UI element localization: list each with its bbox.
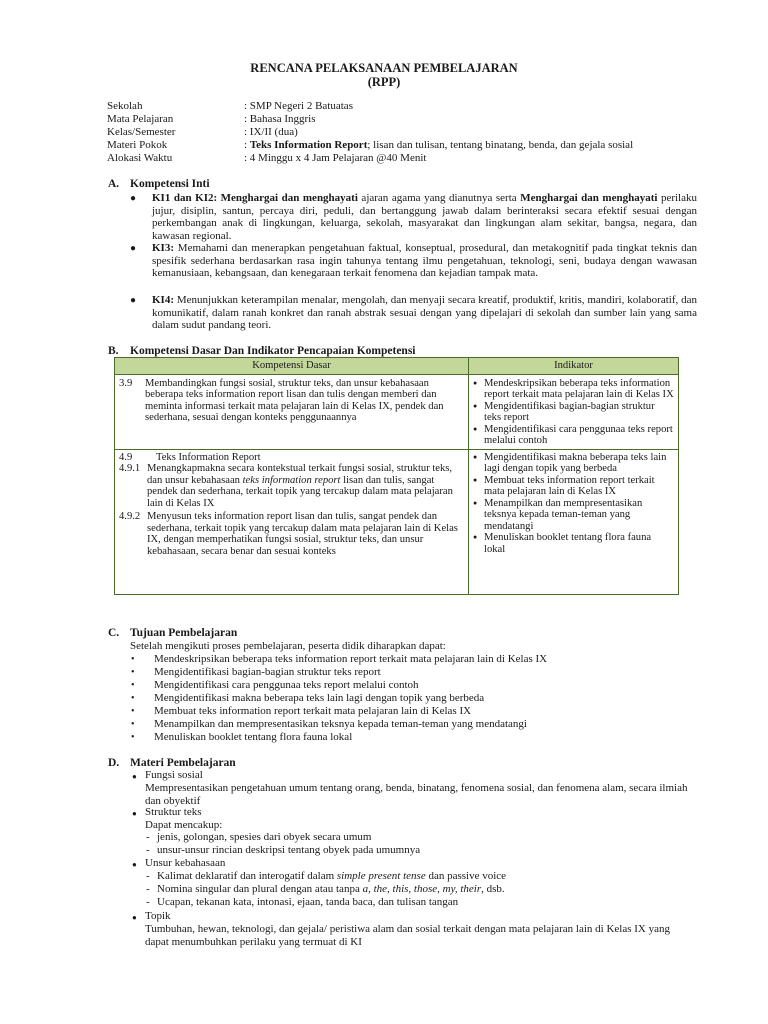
ki12-text bbox=[152, 192, 697, 242]
materi-unsur-title: Unsur kebahasaan bbox=[145, 857, 226, 869]
table-header-row bbox=[115, 358, 679, 375]
identity-value: : IX/II (dua) bbox=[244, 126, 298, 138]
bullet-icon: ● bbox=[132, 913, 137, 922]
bullet-icon: ● bbox=[132, 809, 137, 818]
section-d-heading bbox=[108, 757, 236, 770]
value-bold: Teks Information Report bbox=[249, 139, 368, 151]
materi-fungsi-text: Mempresentasikan pengetahuan umum tentang orang, benda, binatang, fenomena sosial, dan fenomena alam, secara ilmiah dan obyektif bbox=[145, 782, 688, 807]
identity-label: Materi Pokok bbox=[107, 139, 168, 151]
identity-value: : Bahasa Inggris bbox=[244, 113, 316, 125]
section-letter: B. bbox=[108, 345, 119, 357]
identity-label: Kelas/Semester bbox=[107, 126, 176, 138]
kd-title: Teks Information Report bbox=[156, 451, 261, 463]
objective-item: Mengidentifikasi makna beberapa teks lain lagi dengan topik yang berbeda bbox=[154, 692, 485, 704]
objective-item: Menampilkan dan mempresentasikan teksnya kepada teman-teman yang mendatangi bbox=[154, 718, 527, 730]
dash-icon: - bbox=[146, 870, 150, 882]
ki-bold-part: Menghargai dan menghayati bbox=[520, 192, 658, 204]
bullet-icon: ● bbox=[132, 772, 137, 781]
kd-number: 3.9 bbox=[119, 377, 133, 389]
objective-item: Membuat teks information report terkait mata pelajaran lain di Kelas IX bbox=[154, 705, 472, 717]
bullet-icon: • bbox=[131, 667, 135, 678]
document-title: RENCANA PELAKSANAAN PEMBELAJARAN bbox=[250, 61, 518, 75]
dash-icon: - bbox=[146, 883, 150, 895]
kd-text-part: lisan dan tulis, sangat pendek dan sederhana, terkait topik yang tercakup dalam mata pelajaran lain di Kelas IX bbox=[147, 474, 453, 509]
unsur-italic-part: a, the, this, those, my, their bbox=[362, 883, 482, 895]
section-letter: D. bbox=[108, 757, 120, 769]
materi-fungsi-title: Fungsi sosial bbox=[145, 769, 203, 781]
kd-item bbox=[119, 463, 464, 509]
ki-label: KI4: bbox=[152, 294, 174, 306]
kd-text: Menyusun teks information report lisan dan tulis, sangat pendek dan sederhana, terkait topik yang tercakup dalam mata pelajaran lain di Kelas IX, dengan memperhatikan fungsi sosial, struktur teks, dan unsur kebahasaan, secara benar dan sesuai konteks bbox=[147, 511, 458, 557]
unsur-text-part: , dsb. bbox=[481, 883, 505, 895]
kd-italic-part: teks information report bbox=[242, 474, 341, 486]
dash-icon: - bbox=[146, 896, 150, 908]
section-title: Materi Pembelajaran bbox=[130, 757, 236, 769]
kd-item bbox=[119, 511, 464, 557]
section-title: Tujuan Pembelajaran bbox=[130, 627, 238, 639]
unsur-text-part: Kalimat deklaratif dan interogatif dalam bbox=[157, 870, 337, 882]
bullet-icon: ● bbox=[130, 295, 137, 306]
materi-struktur-intro: Dapat mencakup: bbox=[145, 819, 223, 831]
bullet-icon: • bbox=[131, 680, 135, 691]
section-letter: A. bbox=[108, 178, 120, 190]
section-c-heading bbox=[108, 627, 237, 640]
bullet-icon: • bbox=[131, 719, 135, 730]
ki3-text bbox=[152, 242, 697, 280]
dash-icon: - bbox=[146, 844, 150, 856]
identity-label: Sekolah bbox=[107, 100, 143, 112]
kd-number: 4.9 bbox=[119, 451, 133, 463]
identity-row-waktu bbox=[107, 152, 707, 165]
unsur-italic-part: simple present tense bbox=[336, 870, 426, 882]
bullet-icon: • bbox=[131, 654, 135, 665]
bullet-icon: ● bbox=[132, 860, 137, 869]
identity-row-sekolah bbox=[107, 100, 707, 113]
materi-topik-text: Tumbuhan, hewan, teknologi, dan gejala/ peristiwa alam dan sosial terkait dengan mata pelajaran lain di Kelas IX yang dapat menumbuhkan perilaku yang termuat di KI bbox=[145, 923, 670, 948]
kd-number: 4.9.2 bbox=[119, 511, 141, 522]
table-cell-kd bbox=[115, 449, 469, 594]
indicator-item: ● Mengidentifikasi cara penggunaa teks report melalui contoh bbox=[473, 424, 674, 447]
bullet-icon: ● bbox=[130, 243, 137, 254]
section-title: Kompetensi Inti bbox=[130, 178, 210, 190]
objective-item: Mendeskripsikan beberapa teks information report terkait mata pelajaran lain di Kelas IX bbox=[154, 653, 548, 665]
ki-text-part: Menunjukkan keterampilan menalar, mengolah, dan menyaji secara kreatif, produktif, kritis, mandiri, kolaboratif, dan komunikatif, dalam ranah konkret dan ranah abstrak sesuai dengan yang dipelajari di sekolah dan sumber lain yang sama dalam sudut pandang teori. bbox=[152, 294, 697, 332]
column-header: Indikator bbox=[469, 358, 679, 375]
bullet-icon: • bbox=[131, 732, 135, 743]
indicator-item: ● Mengidentifikasi bagian-bagian struktur teks report bbox=[473, 401, 674, 424]
section-title: Kompetensi Dasar Dan Indikator Pencapaian Kompetensi bbox=[130, 345, 416, 357]
identity-row-materi bbox=[107, 139, 707, 152]
ki-text-part: perilaku jujur, disiplin, santun, percaya diri, peduli, dan bertanggung jawab dalam berinteraksi secara efektif sesuai dengan perkembangan anak di lingkungan, keluarga, sekolah, masyarakat dan lingkungan alam sekitar, bangsa, negara, dan kawasan regional. bbox=[152, 192, 697, 242]
indicator-item: ● Menampilkan dan mempresentasikan teksnya kepada teman-teman yang mendatangi bbox=[473, 498, 674, 533]
kd-text bbox=[147, 463, 464, 509]
materi-topik-title: Topik bbox=[145, 910, 171, 922]
table-cell-indicator bbox=[469, 374, 679, 449]
indicator-item: ● Mendeskripsikan beberapa teks information report terkait mata pelajaran lain di Kelas IX bbox=[473, 378, 674, 401]
section-c-intro: Setelah mengikuti proses pembelajaran, peserta didik diharapkan dapat: bbox=[130, 640, 446, 652]
unsur-item: Ucapan, tekanan kata, intonasi, ejaan, tanda baca, dan tulisan tangan bbox=[157, 896, 459, 908]
value-rest: ; lisan dan tulisan, tentang binatang, benda, dan gejala sosial bbox=[367, 139, 634, 151]
identity-value: : 4 Minggu x 4 Jam Pelajaran @40 Menit bbox=[244, 152, 427, 164]
bullet-icon: ● bbox=[130, 193, 137, 204]
identity-label: Alokasi Waktu bbox=[107, 152, 173, 164]
kd-item bbox=[119, 378, 464, 424]
value-prefix: : bbox=[244, 139, 250, 151]
struktur-item: unsur-unsur rincian deskripsi tentang obyek pada umumnya bbox=[157, 844, 421, 856]
objective-item: Mengidentifikasi cara penggunaa teks report melalui contoh bbox=[154, 679, 419, 691]
table-row bbox=[115, 374, 679, 449]
ki-label: KI1 dan KI2: Menghargai dan menghayati bbox=[152, 192, 358, 204]
unsur-text-part: Nomina singular dan plural dengan atau tanpa bbox=[157, 883, 363, 895]
ki-text-part: ajaran agama yang dianutnya serta bbox=[357, 192, 521, 204]
objective-item: Mengidentifikasi bagian-bagian struktur teks report bbox=[154, 666, 381, 678]
section-b-heading bbox=[108, 345, 416, 358]
competency-table bbox=[114, 357, 679, 595]
identity-value bbox=[244, 139, 633, 152]
table-row bbox=[115, 449, 679, 594]
kd-text-part: Menangkapmakna secara kontekstual terkait fungsi sosial, struktur teks, dan unsur kebahasaan bbox=[147, 463, 453, 486]
dash-icon: - bbox=[146, 831, 150, 843]
ki-label: KI3: bbox=[152, 242, 174, 254]
ki-text-part: Memahami dan menerapkan pengetahuan faktual, konseptual, prosedural, dan metakognitif pada tingkat teknis dan spesifik sederhana berdasarkan rasa ingin tahunya tentang ilmu pengetahuan, teknologi, seni, budaya dengan wawasan kemanusiaan, kebangsaan, dan kenegaraan terkait fenomena dan kejadian tampak mata. bbox=[152, 242, 697, 280]
bullet-icon: • bbox=[131, 693, 135, 704]
identity-row-kelas bbox=[107, 126, 707, 139]
kd-item bbox=[119, 452, 464, 464]
table-cell-kd bbox=[115, 374, 469, 449]
section-letter: C. bbox=[108, 627, 120, 639]
identity-value: : SMP Negeri 2 Batuatas bbox=[244, 100, 353, 112]
indicator-item: ● Menuliskan booklet tentang flora fauna lokal bbox=[473, 532, 674, 555]
column-header: Kompetensi Dasar bbox=[115, 358, 469, 375]
indicator-item: ● Mengidentifikasi makna beberapa teks lain lagi dengan topik yang berbeda bbox=[473, 452, 674, 475]
unsur-text-part: dan passive voice bbox=[425, 870, 507, 882]
unsur-item bbox=[157, 870, 506, 883]
identity-label: Mata Pelajaran bbox=[107, 113, 174, 125]
table-cell-indicator bbox=[469, 449, 679, 594]
objective-item: Menuliskan booklet tentang flora fauna lokal bbox=[154, 731, 353, 743]
document-subtitle: (RPP) bbox=[367, 75, 401, 89]
kd-text: Membandingkan fungsi sosial, struktur teks, dan unsur kebahasaan beberapa teks information report lisan dan tulis dengan memberi dan meminta informasi terkait mata pelajaran lain di Kelas IX, pendek dan sederhana, sesuai dengan konteks penggunaannya bbox=[145, 377, 444, 423]
kd-number: 4.9.1 bbox=[119, 463, 141, 474]
unsur-item bbox=[157, 883, 505, 896]
section-a-heading bbox=[108, 178, 210, 191]
materi-struktur-title: Struktur teks bbox=[145, 806, 202, 818]
struktur-item: jenis, golongan, spesies dari obyek secara umum bbox=[157, 831, 372, 843]
bullet-icon: • bbox=[131, 706, 135, 717]
identity-row-mapel bbox=[107, 113, 707, 126]
indicator-item: ● Membuat teks information report terkait mata pelajaran lain di Kelas IX bbox=[473, 475, 674, 498]
ki4-text bbox=[152, 294, 697, 332]
